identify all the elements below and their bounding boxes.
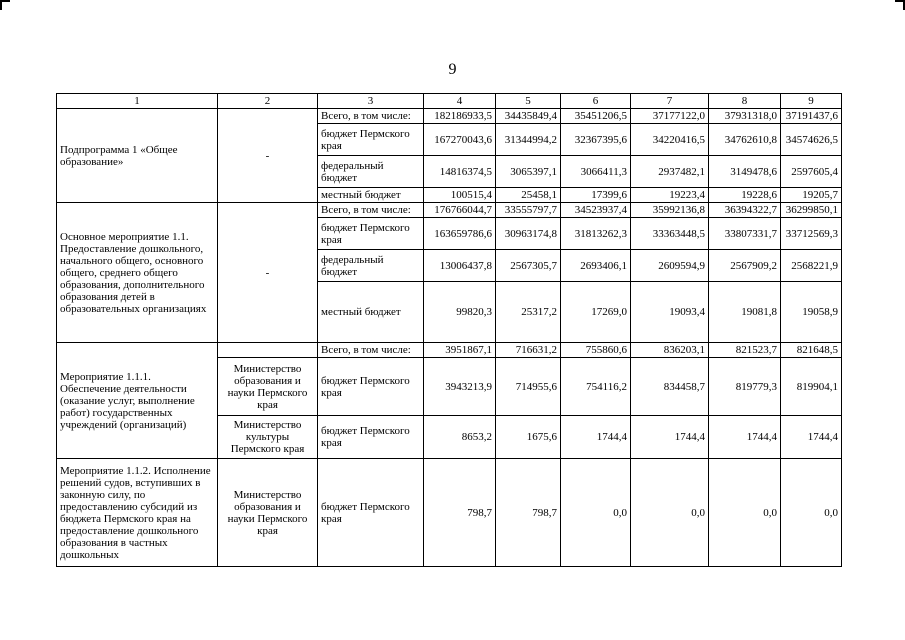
value-cell: 2567909,2 bbox=[709, 250, 781, 282]
program-name: Подпрограмма 1 «Общее образование» bbox=[57, 109, 218, 203]
funding-source: федеральный бюджет bbox=[318, 250, 424, 282]
value-cell: 3066411,3 bbox=[561, 156, 631, 188]
value-cell: 33807331,7 bbox=[709, 218, 781, 250]
executor-cell: Министерство образования и науки Пермского края bbox=[218, 459, 318, 567]
value-cell: 25317,2 bbox=[496, 282, 561, 343]
value-cell: 798,7 bbox=[424, 459, 496, 567]
value-cell: 2937482,1 bbox=[631, 156, 709, 188]
value-cell: 819904,1 bbox=[781, 358, 842, 416]
table-row bbox=[57, 343, 842, 358]
value-cell: 35992136,8 bbox=[631, 203, 709, 218]
value-cell: 13006437,8 bbox=[424, 250, 496, 282]
scan-edge-mark bbox=[895, 0, 905, 2]
value-cell: 19093,4 bbox=[631, 282, 709, 343]
value-cell: 834458,7 bbox=[631, 358, 709, 416]
value-cell: 1675,6 bbox=[496, 416, 561, 459]
value-cell: 19081,8 bbox=[709, 282, 781, 343]
value-cell: 31344994,2 bbox=[496, 124, 561, 156]
value-cell: 821648,5 bbox=[781, 343, 842, 358]
value-cell: 32367395,6 bbox=[561, 124, 631, 156]
funding-source: бюджет Пермского края bbox=[318, 416, 424, 459]
value-cell: 3951867,1 bbox=[424, 343, 496, 358]
program-name: Мероприятие 1.1.2. Исполнение решений судов, вступивших в законную силу, по предоставлению субсидий из бюджета Пермского края на предоставление дошкольного образования в частных дошкольных bbox=[57, 459, 218, 567]
value-cell: 2597605,4 bbox=[781, 156, 842, 188]
value-cell: 2567305,7 bbox=[496, 250, 561, 282]
value-cell: 714955,6 bbox=[496, 358, 561, 416]
header-cell: 4 bbox=[424, 94, 496, 109]
funding-source: местный бюджет bbox=[318, 188, 424, 203]
table-row bbox=[57, 203, 842, 218]
funding-source: местный бюджет bbox=[318, 282, 424, 343]
value-cell: 25458,1 bbox=[496, 188, 561, 203]
value-cell: 836203,1 bbox=[631, 343, 709, 358]
value-cell: 37191437,6 bbox=[781, 109, 842, 124]
value-cell: 31813262,3 bbox=[561, 218, 631, 250]
budget-table bbox=[56, 93, 842, 567]
value-cell: 3943213,9 bbox=[424, 358, 496, 416]
funding-source: федеральный бюджет bbox=[318, 156, 424, 188]
funding-source: бюджет Пермского края bbox=[318, 218, 424, 250]
value-cell: 167270043,6 bbox=[424, 124, 496, 156]
value-cell: 99820,3 bbox=[424, 282, 496, 343]
funding-source: бюджет Пермского края bbox=[318, 124, 424, 156]
value-cell: 8653,2 bbox=[424, 416, 496, 459]
executor-cell: Министерство образования и науки Пермского края bbox=[218, 358, 318, 416]
value-cell: 33555797,7 bbox=[496, 203, 561, 218]
value-cell: 755860,6 bbox=[561, 343, 631, 358]
value-cell: 0,0 bbox=[709, 459, 781, 567]
header-cell: 2 bbox=[218, 94, 318, 109]
value-cell: 1744,4 bbox=[561, 416, 631, 459]
funding-source: Всего, в том числе: bbox=[318, 343, 424, 358]
value-cell: 19228,6 bbox=[709, 188, 781, 203]
value-cell: 14816374,5 bbox=[424, 156, 496, 188]
header-row bbox=[57, 94, 842, 109]
value-cell: 821523,7 bbox=[709, 343, 781, 358]
value-cell: 37177122,0 bbox=[631, 109, 709, 124]
scan-edge-mark bbox=[0, 0, 10, 2]
value-cell: 1744,4 bbox=[709, 416, 781, 459]
value-cell: 3065397,1 bbox=[496, 156, 561, 188]
funding-source: бюджет Пермского края bbox=[318, 459, 424, 567]
value-cell: 17399,6 bbox=[561, 188, 631, 203]
executor-cell bbox=[218, 343, 318, 358]
header-cell: 9 bbox=[781, 94, 842, 109]
executor-cell: Министерство культуры Пермского края bbox=[218, 416, 318, 459]
funding-source: Всего, в том числе: bbox=[318, 203, 424, 218]
value-cell: 33363448,5 bbox=[631, 218, 709, 250]
funding-source: Всего, в том числе: bbox=[318, 109, 424, 124]
value-cell: 754116,2 bbox=[561, 358, 631, 416]
value-cell: 182186933,5 bbox=[424, 109, 496, 124]
program-name: Мероприятие 1.1.1. Обеспечение деятельности (оказание услуг, выполнение работ) государственных учреждений (организаций) bbox=[57, 343, 218, 459]
value-cell: 163659786,6 bbox=[424, 218, 496, 250]
table-row bbox=[57, 459, 842, 567]
value-cell: 36394322,7 bbox=[709, 203, 781, 218]
value-cell: 17269,0 bbox=[561, 282, 631, 343]
funding-source: бюджет Пермского края bbox=[318, 358, 424, 416]
value-cell: 716631,2 bbox=[496, 343, 561, 358]
header-cell: 7 bbox=[631, 94, 709, 109]
value-cell: 0,0 bbox=[631, 459, 709, 567]
page-number: 9 bbox=[448, 61, 457, 78]
value-cell: 0,0 bbox=[561, 459, 631, 567]
value-cell: 34220416,5 bbox=[631, 124, 709, 156]
value-cell: 176766044,7 bbox=[424, 203, 496, 218]
value-cell: 33712569,3 bbox=[781, 218, 842, 250]
value-cell: 798,7 bbox=[496, 459, 561, 567]
value-cell: 1744,4 bbox=[631, 416, 709, 459]
header-cell: 8 bbox=[709, 94, 781, 109]
header-cell: 6 bbox=[561, 94, 631, 109]
value-cell: 19223,4 bbox=[631, 188, 709, 203]
value-cell: 35451206,5 bbox=[561, 109, 631, 124]
table-row bbox=[57, 109, 842, 124]
value-cell: 34574626,5 bbox=[781, 124, 842, 156]
value-cell: 19205,7 bbox=[781, 188, 842, 203]
value-cell: 3149478,6 bbox=[709, 156, 781, 188]
value-cell: 2568221,9 bbox=[781, 250, 842, 282]
value-cell: 36299850,1 bbox=[781, 203, 842, 218]
value-cell: 34523937,4 bbox=[561, 203, 631, 218]
value-cell: 100515,4 bbox=[424, 188, 496, 203]
value-cell: 0,0 bbox=[781, 459, 842, 567]
value-cell: 2693406,1 bbox=[561, 250, 631, 282]
value-cell: 819779,3 bbox=[709, 358, 781, 416]
value-cell: 37931318,0 bbox=[709, 109, 781, 124]
header-cell: 3 bbox=[318, 94, 424, 109]
program-name: Основное мероприятие 1.1. Предоставление дошкольного, начального общего, основного общего, среднего общего образования, дополнительного образования детей в образовательных организациях bbox=[57, 203, 218, 343]
executor-cell: - bbox=[218, 109, 318, 203]
header-cell: 1 bbox=[57, 94, 218, 109]
value-cell: 2609594,9 bbox=[631, 250, 709, 282]
value-cell: 1744,4 bbox=[781, 416, 842, 459]
header-cell: 5 bbox=[496, 94, 561, 109]
value-cell: 34762610,8 bbox=[709, 124, 781, 156]
value-cell: 30963174,8 bbox=[496, 218, 561, 250]
value-cell: 19058,9 bbox=[781, 282, 842, 343]
value-cell: 34435849,4 bbox=[496, 109, 561, 124]
executor-cell: - bbox=[218, 203, 318, 343]
